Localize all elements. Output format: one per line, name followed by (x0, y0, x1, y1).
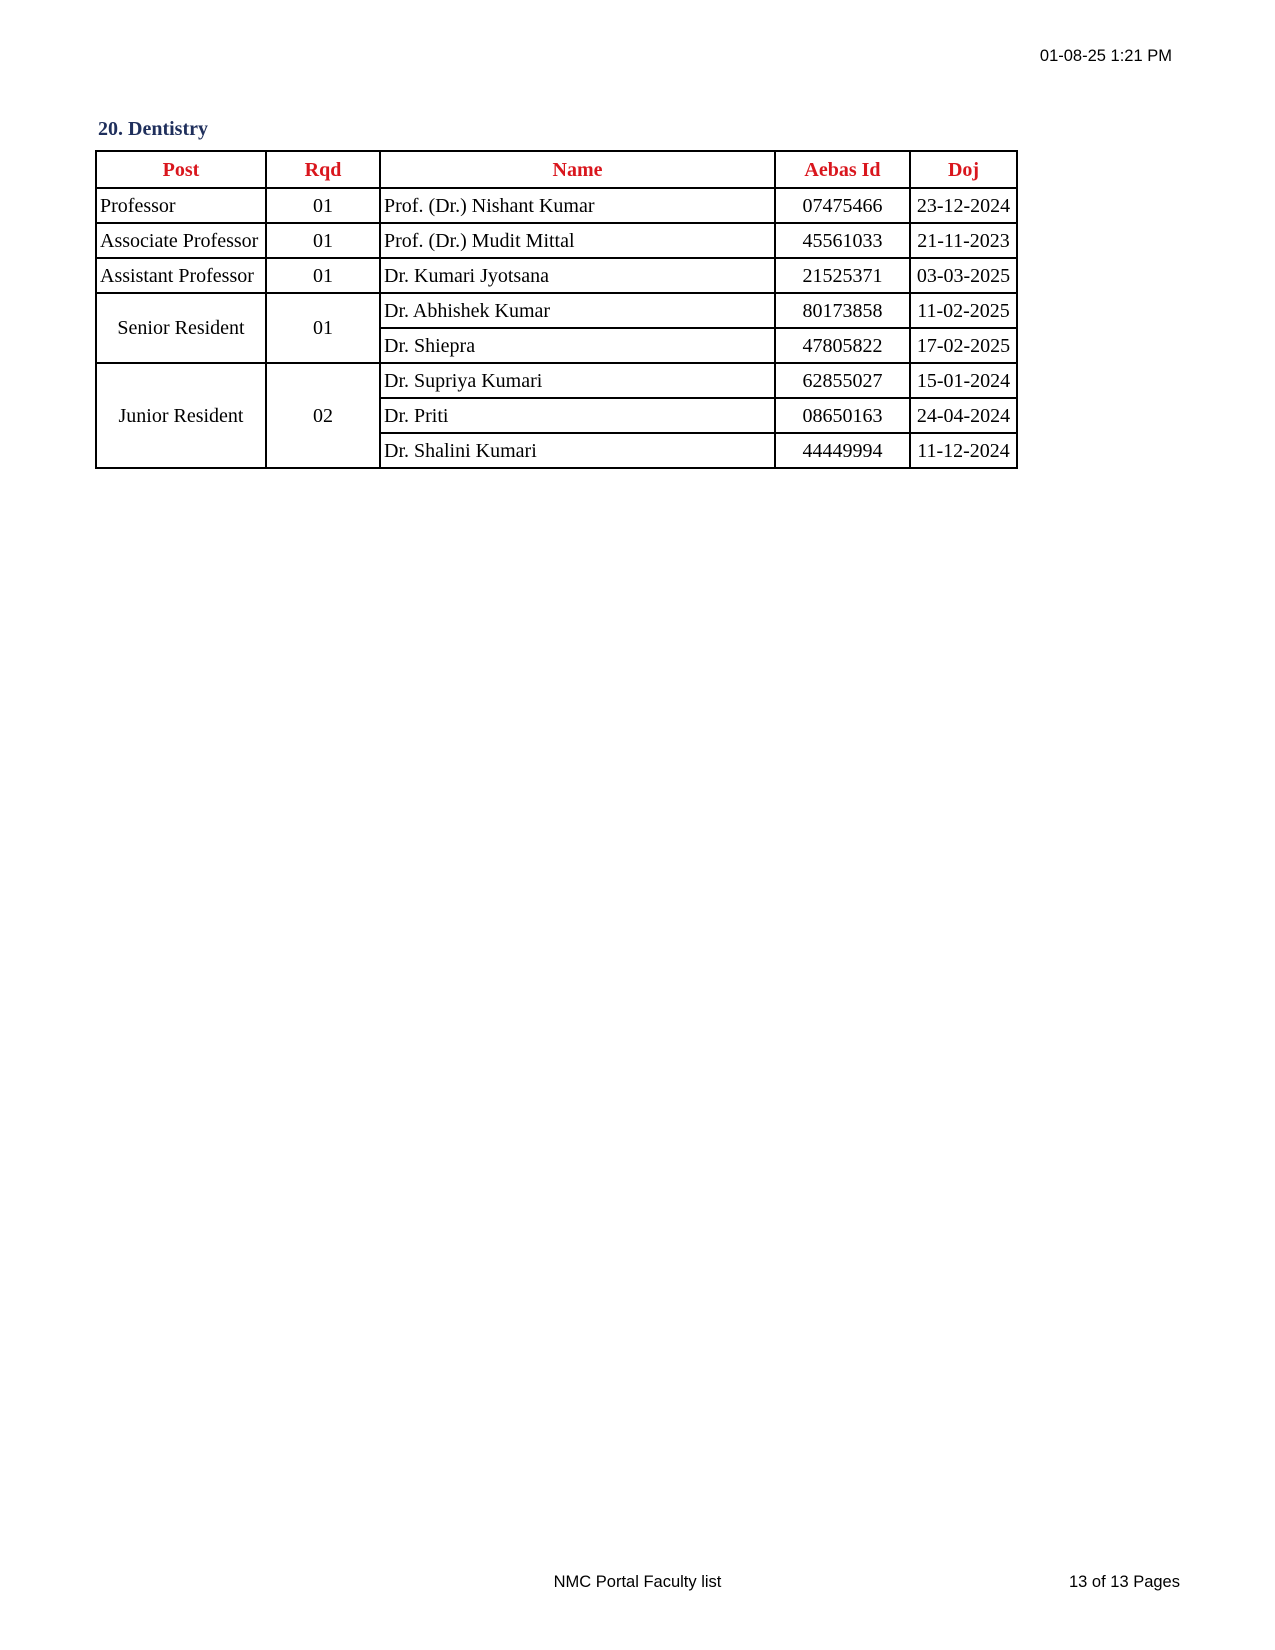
aebas-id-cell: 47805822 (775, 328, 910, 363)
post-cell: Junior Resident (96, 363, 266, 468)
name-cell: Dr. Priti (380, 398, 775, 433)
doj-cell: 23-12-2024 (910, 188, 1017, 223)
faculty-table (95, 150, 1018, 469)
aebas-id-cell: 45561033 (775, 223, 910, 258)
page-number: 13 of 13 Pages (1068, 1573, 1180, 1591)
rqd-cell: 01 (266, 293, 380, 363)
post-cell: Assistant Professor (96, 258, 266, 293)
name-cell: Dr. Abhishek Kumar (380, 293, 775, 328)
name-cell: Prof. (Dr.) Nishant Kumar (380, 188, 775, 223)
rqd-cell: 01 (266, 223, 380, 258)
rqd-cell: 02 (266, 363, 380, 468)
doj-cell: 11-02-2025 (910, 293, 1017, 328)
column-header-name: Name (380, 151, 775, 188)
name-cell: Dr. Supriya Kumari (380, 363, 775, 398)
column-header-post: Post (96, 151, 266, 188)
aebas-id-cell: 21525371 (775, 258, 910, 293)
post-cell: Senior Resident (96, 293, 266, 363)
doj-cell: 24-04-2024 (910, 398, 1017, 433)
doj-cell: 21-11-2023 (910, 223, 1017, 258)
doj-cell: 17-02-2025 (910, 328, 1017, 363)
table-row (96, 223, 1017, 258)
name-cell: Prof. (Dr.) Mudit Mittal (380, 223, 775, 258)
doj-cell: 15-01-2024 (910, 363, 1017, 398)
footer-title: NMC Portal Faculty list (553, 1573, 722, 1591)
table-header-row (96, 151, 1017, 188)
table-row (96, 363, 1017, 398)
name-cell: Dr. Shiepra (380, 328, 775, 363)
aebas-id-cell: 80173858 (775, 293, 910, 328)
post-cell: Associate Professor (96, 223, 266, 258)
aebas-id-cell: 62855027 (775, 363, 910, 398)
doj-cell: 11-12-2024 (910, 433, 1017, 468)
aebas-id-cell: 07475466 (775, 188, 910, 223)
column-header-aebas-id: Aebas Id (775, 151, 910, 188)
section-title: 20. Dentistry (98, 118, 208, 140)
rqd-cell: 01 (266, 188, 380, 223)
post-cell: Professor (96, 188, 266, 223)
table-row (96, 258, 1017, 293)
column-header-rqd: Rqd (266, 151, 380, 188)
aebas-id-cell: 08650163 (775, 398, 910, 433)
table-row (96, 293, 1017, 328)
name-cell: Dr. Shalini Kumari (380, 433, 775, 468)
column-header-doj: Doj (910, 151, 1017, 188)
rqd-cell: 01 (266, 258, 380, 293)
print-timestamp: 01-08-25 1:21 PM (1039, 47, 1172, 65)
doj-cell: 03-03-2025 (910, 258, 1017, 293)
table-row (96, 188, 1017, 223)
aebas-id-cell: 44449994 (775, 433, 910, 468)
name-cell: Dr. Kumari Jyotsana (380, 258, 775, 293)
